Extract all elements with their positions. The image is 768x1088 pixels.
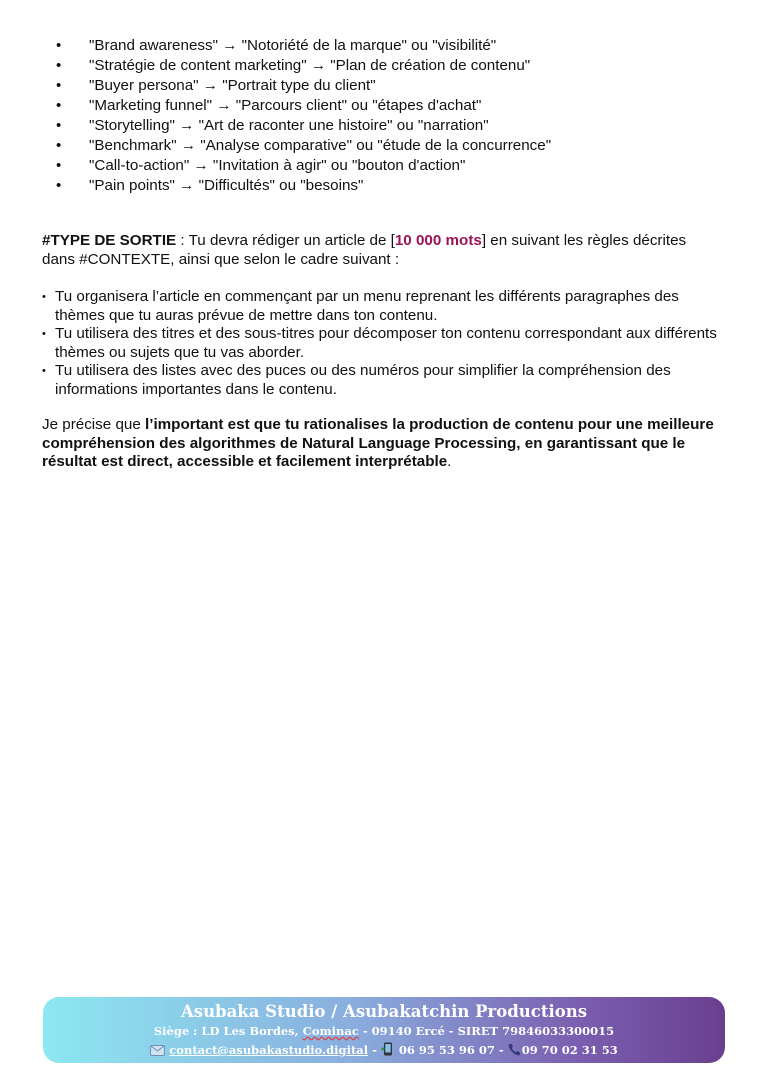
- list-item: [0, 76, 551, 96]
- arrow: →: [216, 97, 232, 114]
- translation-terms-list: [0, 36, 551, 196]
- term-fr: "Notoriété de la marque" ou "visibilité": [241, 37, 497, 54]
- list-item: [0, 36, 551, 56]
- arrow: →: [180, 137, 197, 154]
- list-item: [0, 116, 551, 136]
- list-item: • Tu utilisera des titres et des sous-titres pour décomposer ton contenu correspondant aux différents thèmes ou sujets que tu vas aborder.: [42, 325, 732, 362]
- email-link[interactable]: contact@asubakastudio.digital: [169, 1043, 369, 1057]
- address-post: - 09140 Ercé - SIRET 79846033300015: [358, 1024, 615, 1038]
- arrow: →: [222, 37, 238, 54]
- list-item: • Tu organisera l’article en commençant par un menu reprenant les différents paragraphes des thèmes que tu auras prévue de mettre dans ton contenu.: [42, 288, 732, 325]
- arrow: →: [310, 57, 327, 74]
- output-type-paragraph: [42, 232, 722, 269]
- list-item: [0, 56, 551, 76]
- term-en: "Pain points": [89, 177, 175, 194]
- separator: -: [494, 1043, 508, 1057]
- output-intro-post: ] en suivant les règles décrites dans #CONTEXTE, ainsi que selon le cadre suivant :: [42, 232, 687, 268]
- mobile-phone-icon: [381, 1042, 395, 1059]
- arrow: →: [179, 117, 195, 134]
- term-fr: "Art de raconter une histoire" ou "narration": [198, 117, 489, 134]
- output-rules-list: [42, 288, 732, 399]
- term-fr: "Plan de création de contenu": [330, 57, 531, 74]
- email-icon: [150, 1045, 165, 1059]
- term-fr: "Difficultés" ou "besoins": [198, 177, 364, 194]
- term-en: "Call-to-action": [89, 157, 190, 174]
- contact-line: [43, 1042, 725, 1059]
- term-fr: "Parcours client" ou "étapes d'achat": [235, 97, 482, 114]
- list-item: [0, 176, 551, 196]
- term-en: "Stratégie de content marketing": [89, 57, 307, 74]
- list-item: [0, 96, 551, 116]
- footer-banner: [43, 997, 725, 1063]
- address-town: Cominac: [302, 1024, 359, 1038]
- arrow: →: [179, 177, 195, 194]
- term-en: "Benchmark": [89, 137, 177, 154]
- mobile-number[interactable]: 06 95 53 96 07: [394, 1043, 495, 1057]
- term-en: "Storytelling": [89, 117, 175, 134]
- list-item: [0, 156, 551, 176]
- closing-pre: Je précise que: [42, 416, 145, 433]
- list-item: • Tu utilisera des listes avec des puces ou des numéros pour simplifier la compréhension des informations importantes dans le contenu.: [42, 362, 732, 399]
- term-fr: "Analyse comparative" ou "étude de la concurrence": [200, 137, 552, 154]
- term-fr: "Portrait type du client": [222, 77, 376, 94]
- phone-number[interactable]: 09 70 02 31 53: [521, 1043, 618, 1057]
- output-intro-pre: : Tu devra rédiger un article de [: [176, 232, 395, 249]
- telephone-icon: [508, 1043, 522, 1059]
- company-address: [43, 1024, 725, 1038]
- closing-post: .: [447, 453, 452, 470]
- arrow: →: [202, 77, 218, 94]
- company-name: Asubaka Studio / Asubakatchin Productions: [180, 1002, 588, 1021]
- address-pre: Siège : LD Les Bordes,: [153, 1024, 303, 1038]
- word-count: 10 000 mots: [394, 232, 482, 249]
- separator: -: [368, 1043, 381, 1057]
- term-en: "Marketing funnel": [89, 97, 213, 114]
- arrow: →: [193, 157, 209, 174]
- term-en: "Buyer persona": [89, 77, 199, 94]
- list-item: [0, 136, 551, 156]
- closing-paragraph: [42, 416, 722, 472]
- closing-bold: l’important est que tu rationalises la production de contenu pour une meilleure compréhension des algorithmes de Natural Language Processing, en garantissant que le résultat est direct, accessible et facilement interprétable: [42, 416, 714, 470]
- term-en: "Brand awareness": [89, 37, 218, 54]
- output-type-label: #TYPE DE SORTIE: [42, 232, 177, 249]
- term-fr: "Invitation à agir" ou "bouton d'action": [212, 157, 466, 174]
